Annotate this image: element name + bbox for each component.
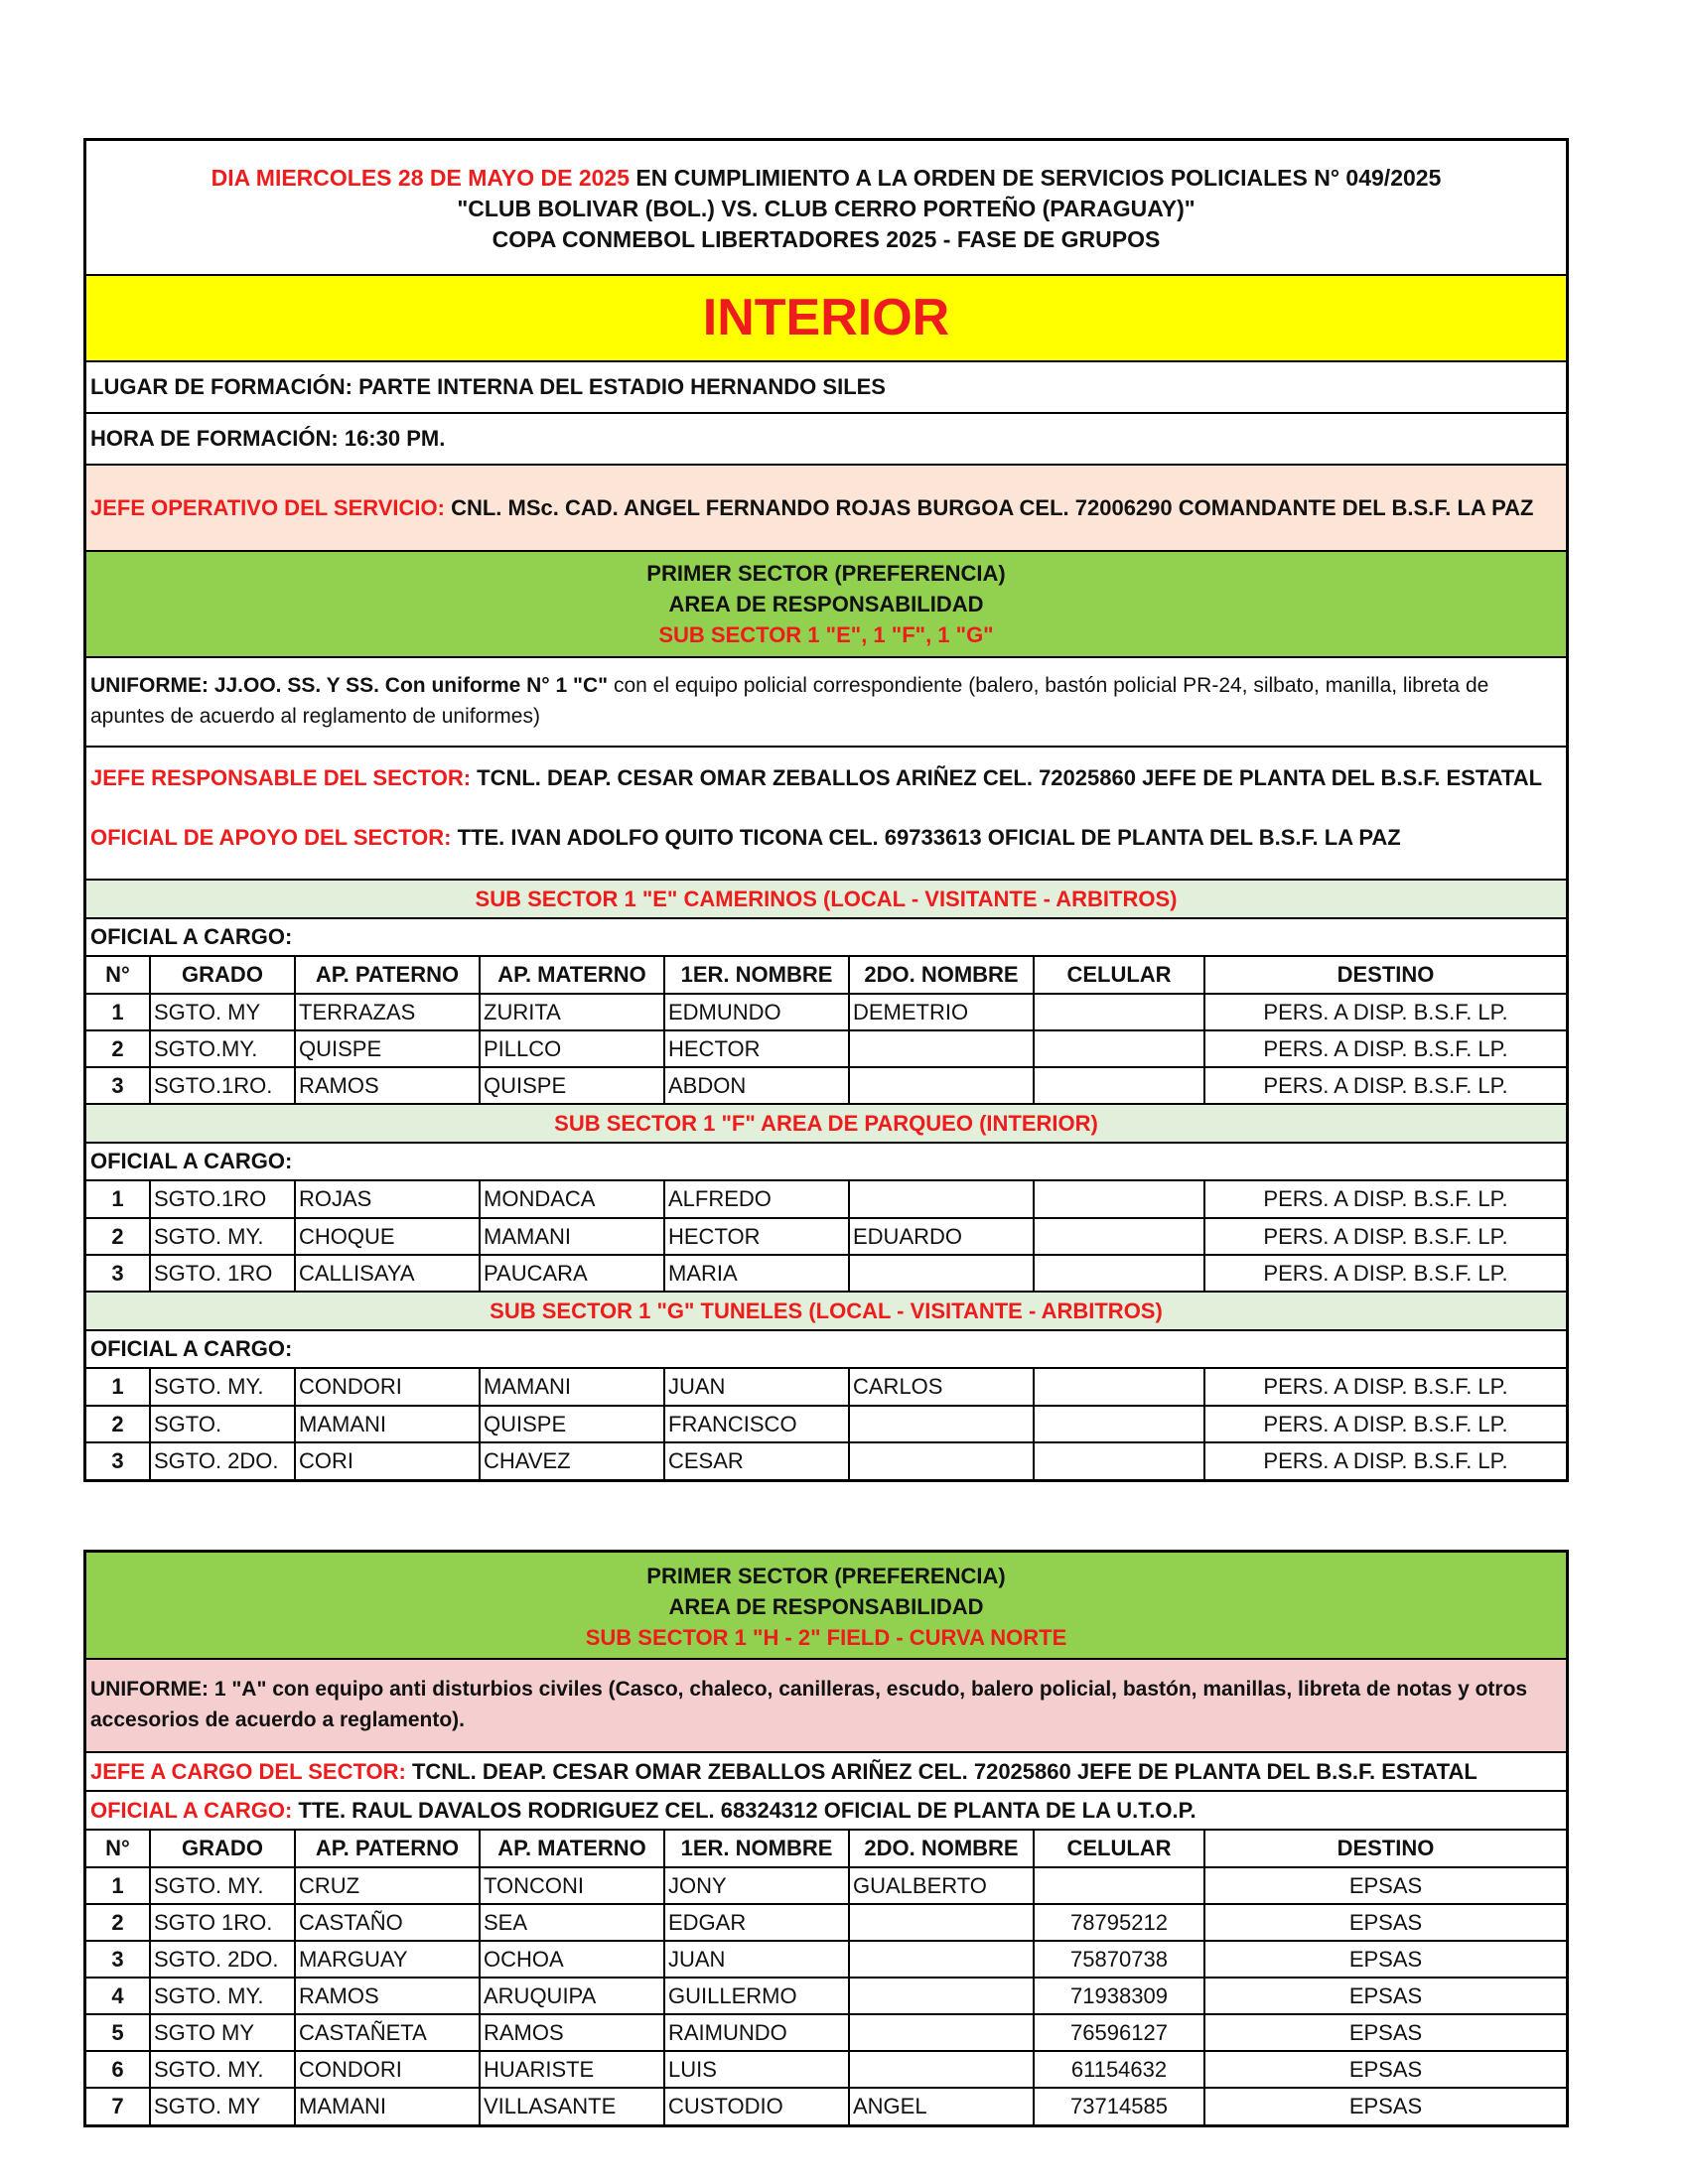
column-header: 1ER. NOMBRE [664,957,849,994]
table-cell: 3 [86,1941,150,1978]
table-cell: PERS. A DISP. B.S.F. LP. [1204,1030,1566,1067]
sector-1-line1: PRIMER SECTOR (PREFERENCIA) [646,561,1006,586]
table-cell [849,1442,1034,1479]
table-cell: CRUZ [295,1867,480,1904]
table-cell: RAMOS [295,1978,480,2014]
table-header-row [86,1831,1566,1867]
table-cell: EPSAS [1204,1941,1566,1978]
table-cell: HECTOR [664,1030,849,1067]
table-cell: 2 [86,1904,150,1941]
jefe-operativo-value: CNL. MSc. CAD. ANGEL FERNANDO ROJAS BURGOA CEL. 72006290 COMANDANTE DEL B.S.F. LA PAZ [444,494,1534,520]
table-cell: OCHOA [480,1941,664,1978]
subsector-e-table [86,957,1566,1105]
table-cell [1034,1218,1204,1255]
hora-formacion: HORA DE FORMACIÓN: 16:30 PM. [86,414,1566,466]
jefe-operativo [86,466,1566,552]
table-row [86,2014,1566,2051]
table-cell: EPSAS [1348,2094,1423,2118]
table-header-row [86,957,1566,994]
table-cell: CONDORI [295,1369,480,1406]
jefe-responsable [90,765,1562,795]
table-cell: SGTO. 2DO. [150,1442,295,1479]
sector-2-line3: SUB SECTOR 1 "H - 2" FIELD - CURVA NORTE [585,1625,1067,1650]
table-cell [849,1941,1034,1978]
table-cell: EPSAS [1204,1904,1566,1941]
table-cell: MAMANI [295,2088,480,2124]
table-cell: VILLASANTE [480,2088,664,2124]
oficial-apoyo [90,825,1562,855]
table-cell: CUSTODIO [664,2088,849,2124]
subsector-g-title: SUB SECTOR 1 "G" TUNELES (LOCAL - VISITANTE - ARBITROS) [86,1293,1566,1331]
table-cell: 78795212 [1034,1904,1204,1941]
table-cell: 4 [86,1978,150,2014]
curva-norte-table [86,1831,1566,2124]
table-row [86,1067,1566,1104]
table-cell: MAMANI [295,1406,480,1442]
column-header: AP. MATERNO [480,1831,664,1867]
table-row [86,994,1566,1030]
table-cell: JONY [664,1867,849,1904]
table-cell: SGTO. MY [150,2088,295,2124]
subsector-f-table [86,1181,1566,1293]
table-cell: 7 [86,2088,150,2124]
sector-1-line3: SUB SECTOR 1 "E", 1 "F", 1 "G" [658,622,994,647]
table-cell: 71938309 [1034,1978,1204,2014]
column-header: CELULAR [1034,1831,1204,1867]
table-cell [849,1978,1034,2014]
table-cell: QUISPE [480,1067,664,1104]
table-cell: MAMANI [480,1369,664,1406]
table-cell: EPSAS [1204,1867,1566,1904]
table-cell: TERRAZAS [295,994,480,1030]
table-cell: CONDORI [295,2051,480,2088]
table-row [86,1181,1566,1218]
column-header: AP. MATERNO [480,957,664,994]
header-date: DIA MIERCOLES 28 DE MAYO DE 2025 [211,165,631,191]
table-cell: GUILLERMO [664,1978,849,2014]
table-row [86,1867,1566,1904]
table-cell: PERS. A DISP. B.S.F. LP. [1204,1067,1566,1104]
table-row [86,1406,1566,1442]
table-cell: MAMANI [480,1218,664,1255]
table-cell: PERS. A DISP. B.S.F. LP. [1204,1181,1566,1218]
table-cell: 3 [86,1255,150,1292]
table-cell [849,1904,1034,1941]
table-cell: SGTO. MY [150,994,295,1030]
table-cell: ZURITA [480,994,664,1030]
table-row [86,1218,1566,1255]
table-cell: TONCONI [480,1867,664,1904]
column-header: DESTINO [1204,1831,1566,1867]
table-cell: PAUCARA [480,1255,664,1292]
sector-2-line2: AREA DE RESPONSABILIDAD [668,1594,984,1619]
table-cell: DEMETRIO [849,994,1034,1030]
table-cell [1034,1442,1204,1479]
table-cell: ROJAS [295,1181,480,1218]
table-cell: 2 [86,1218,150,1255]
table-cell: FRANCISCO [664,1406,849,1442]
table-cell: EDUARDO [849,1218,1034,1255]
table-cell [849,1255,1034,1292]
subsector-g-table [86,1369,1566,1479]
column-header: AP. PATERNO [295,1831,480,1867]
table-row [86,1442,1566,1479]
jefe-responsable-value: TCNL. DEAP. CESAR OMAR ZEBALLOS ARIÑEZ CEL. 72025860 JEFE DE PLANTA DEL B.S.F. ESTATAL [471,765,1543,790]
table-cell: QUISPE [480,1406,664,1442]
table-row [86,1255,1566,1292]
oficial-a-cargo-2-value: TTE. RAUL DAVALOS RODRIGUEZ CEL. 68324312 OFICIAL DE PLANTA DE LA U.T.O.P. [292,1797,1196,1823]
document-block-interior [83,138,1569,1482]
oficial-a-cargo-f: OFICIAL A CARGO: [86,1144,1566,1181]
table-cell: HUARISTE [480,2051,664,2088]
table-cell: LUIS [664,2051,849,2088]
uniforme-1-rest: con el equipo policial correspondiente (balero, bastón policial PR-24, silbato, manilla, libreta de apuntes de acuerdo al reglamento de uniformes) [90,674,1489,728]
table-cell: MARIA [664,1255,849,1292]
column-header: GRADO [150,1831,295,1867]
uniforme-2: UNIFORME: 1 "A" con equipo anti disturbios civiles (Casco, chaleco, canilleras, escudo, balero policial, bastón, manillas, libreta de notas y otros accesorios de acuerdo a reglamento). [86,1660,1566,1753]
table-cell: SGTO. MY. [150,1867,295,1904]
table-cell: 1 [86,1867,150,1904]
sector-header-1 [86,552,1566,658]
table-cell: SGTO. MY. [150,1978,295,2014]
jefes-sector-1 [86,748,1566,881]
table-cell: EPSAS [1204,2051,1566,2088]
table-cell [1034,1255,1204,1292]
table-cell: PERS. A DISP. B.S.F. LP. [1204,1369,1566,1406]
table-cell [849,1181,1034,1218]
oficial-a-cargo-2 [86,1792,1566,1831]
table-cell: 2 [86,1406,150,1442]
table-cell: MARGUAY [295,1941,480,1978]
column-header: N° [86,957,150,994]
oficial-a-cargo-2-label: OFICIAL A CARGO: [90,1797,293,1823]
table-cell: 75870738 [1034,1941,1204,1978]
table-cell [849,1067,1034,1104]
sector-1-line2: AREA DE RESPONSABILIDAD [668,592,984,616]
document-header [86,141,1566,276]
table-cell: SGTO.1RO [150,1181,295,1218]
table-cell: CORI [295,1442,480,1479]
jefe-a-cargo-2-value: TCNL. DEAP. CESAR OMAR ZEBALLOS ARIÑEZ CEL. 72025860 JEFE DE PLANTA DEL B.S.F. ESTATAL [405,1758,1477,1784]
subsector-f-title: SUB SECTOR 1 "F" AREA DE PARQUEO (INTERIOR) [86,1105,1566,1144]
column-header: 1ER. NOMBRE [664,1831,849,1867]
table-row [86,1369,1566,1406]
table-cell: JUAN [664,1941,849,1978]
table-cell: CHAVEZ [480,1442,664,1479]
table-cell: 5 [86,2014,150,2051]
page-title: INTERIOR [86,276,1566,362]
lugar-formacion: LUGAR DE FORMACIÓN: PARTE INTERNA DEL ESTADIO HERNANDO SILES [86,362,1566,414]
table-cell: RAMOS [295,1067,480,1104]
table-cell: EDMUNDO [664,994,849,1030]
table-cell: CHOQUE [295,1218,480,1255]
table-cell: SGTO. MY. [150,1218,295,1255]
table-cell [1034,994,1204,1030]
table-cell: QUISPE [295,1030,480,1067]
subsector-e-title: SUB SECTOR 1 "E" CAMERINOS (LOCAL - VISITANTE - ARBITROS) [86,881,1566,919]
column-header: DESTINO [1204,957,1566,994]
table-cell [849,2014,1034,2051]
table-cell: 6 [86,2051,150,2088]
table-cell: CASTAÑETA [295,2014,480,2051]
table-cell: RAIMUNDO [664,2014,849,2051]
table-cell: ALFREDO [664,1181,849,1218]
table-cell: PERS. A DISP. B.S.F. LP. [1204,994,1566,1030]
table-cell: SGTO. MY. [150,2051,295,2088]
table-cell: CALLISAYA [295,1255,480,1292]
table-cell: EPSAS [1204,2014,1566,2051]
table-cell: CARLOS [849,1369,1034,1406]
table-cell [849,2051,1034,2088]
table-cell [1034,1867,1204,1904]
table-cell: JUAN [664,1369,849,1406]
table-cell: 3 [86,1442,150,1479]
table-cell: SGTO. 1RO [150,1255,295,1292]
table-row [86,1978,1566,2014]
column-header: GRADO [150,957,295,994]
column-header: CELULAR [1034,957,1204,994]
table-cell: 61154632 [1034,2051,1204,2088]
table-cell: ARUQUIPA [480,1978,664,2014]
column-header: N° [86,1831,150,1867]
table-row [86,1941,1566,1978]
table-cell: SGTO.MY. [150,1030,295,1067]
jefe-operativo-label: JEFE OPERATIVO DEL SERVICIO: [90,494,445,520]
table-cell: CASTAÑO [295,1904,480,1941]
oficial-a-cargo-e: OFICIAL A CARGO: [86,919,1566,957]
table-cell [1034,1067,1204,1104]
table-cell [1034,1030,1204,1067]
table-cell [1034,1369,1204,1406]
table-cell [849,1030,1034,1067]
table-row [86,1030,1566,1067]
header-cup: COPA CONMEBOL LIBERTADORES 2025 - FASE DE GRUPOS [492,226,1161,252]
table-cell: SGTO 1RO. [150,1904,295,1941]
table-row [86,2088,1566,2124]
table-row [86,2051,1566,2088]
uniforme-1-bold: UNIFORME: JJ.OO. SS. Y SS. Con uniforme N° 1 "C" [90,674,609,697]
oficial-a-cargo-g: OFICIAL A CARGO: [86,1331,1566,1369]
table-row [86,1904,1566,1941]
document-block-curva-norte [83,1550,1569,2127]
column-header: AP. PATERNO [295,957,480,994]
table-cell: PERS. A DISP. B.S.F. LP. [1204,1406,1566,1442]
oficial-apoyo-value: TTE. IVAN ADOLFO QUITO TICONA CEL. 69733613 OFICIAL DE PLANTA DEL B.S.F. LA PAZ [451,825,1401,850]
sector-2-line1: PRIMER SECTOR (PREFERENCIA) [646,1564,1006,1588]
table-cell: SGTO. MY. [150,1369,295,1406]
oficial-apoyo-label: OFICIAL DE APOYO DEL SECTOR: [90,825,452,850]
table-cell: PERS. A DISP. B.S.F. LP. [1263,1448,1508,1473]
table-cell: SGTO. 2DO. [150,1941,295,1978]
column-header: 2DO. NOMBRE [849,1831,1034,1867]
table-cell: SGTO MY [150,2014,295,2051]
table-cell: EDGAR [664,1904,849,1941]
table-cell: PERS. A DISP. B.S.F. LP. [1204,1255,1566,1292]
table-cell: 76596127 [1034,2014,1204,2051]
table-cell: CESAR [664,1442,849,1479]
jefe-a-cargo-2-label: JEFE A CARGO DEL SECTOR: [90,1758,406,1784]
table-cell: 2 [86,1030,150,1067]
jefe-a-cargo-2 [86,1753,1566,1792]
table-cell: 1 [86,994,150,1030]
table-cell: EPSAS [1204,1978,1566,2014]
uniforme-1 [86,658,1566,748]
header-match: "CLUB BOLIVAR (BOL.) VS. CLUB CERRO PORTEÑO (PARAGUAY)" [457,196,1196,221]
table-cell: PILLCO [480,1030,664,1067]
table-cell: 1 [86,1181,150,1218]
table-cell: GUALBERTO [849,1867,1034,1904]
table-cell: ANGEL [849,2088,1034,2124]
column-header: 2DO. NOMBRE [849,957,1034,994]
table-cell: 73714585 [1034,2088,1204,2124]
table-cell: SEA [480,1904,664,1941]
table-cell: MONDACA [480,1181,664,1218]
jefe-responsable-label: JEFE RESPONSABLE DEL SECTOR: [90,765,472,790]
header-order: EN CUMPLIMIENTO A LA ORDEN DE SERVICIOS POLICIALES N° 049/2025 [630,165,1442,191]
table-cell: ABDON [664,1067,849,1104]
table-cell: RAMOS [480,2014,664,2051]
table-cell [1034,1406,1204,1442]
table-cell [849,1406,1034,1442]
table-cell: 3 [86,1067,150,1104]
table-cell: HECTOR [664,1218,849,1255]
table-cell [1034,1181,1204,1218]
table-cell: SGTO. [150,1406,295,1442]
sector-header-2 [86,1553,1566,1660]
table-cell: SGTO.1RO. [150,1067,295,1104]
table-cell: 1 [86,1369,150,1406]
table-cell: PERS. A DISP. B.S.F. LP. [1204,1218,1566,1255]
